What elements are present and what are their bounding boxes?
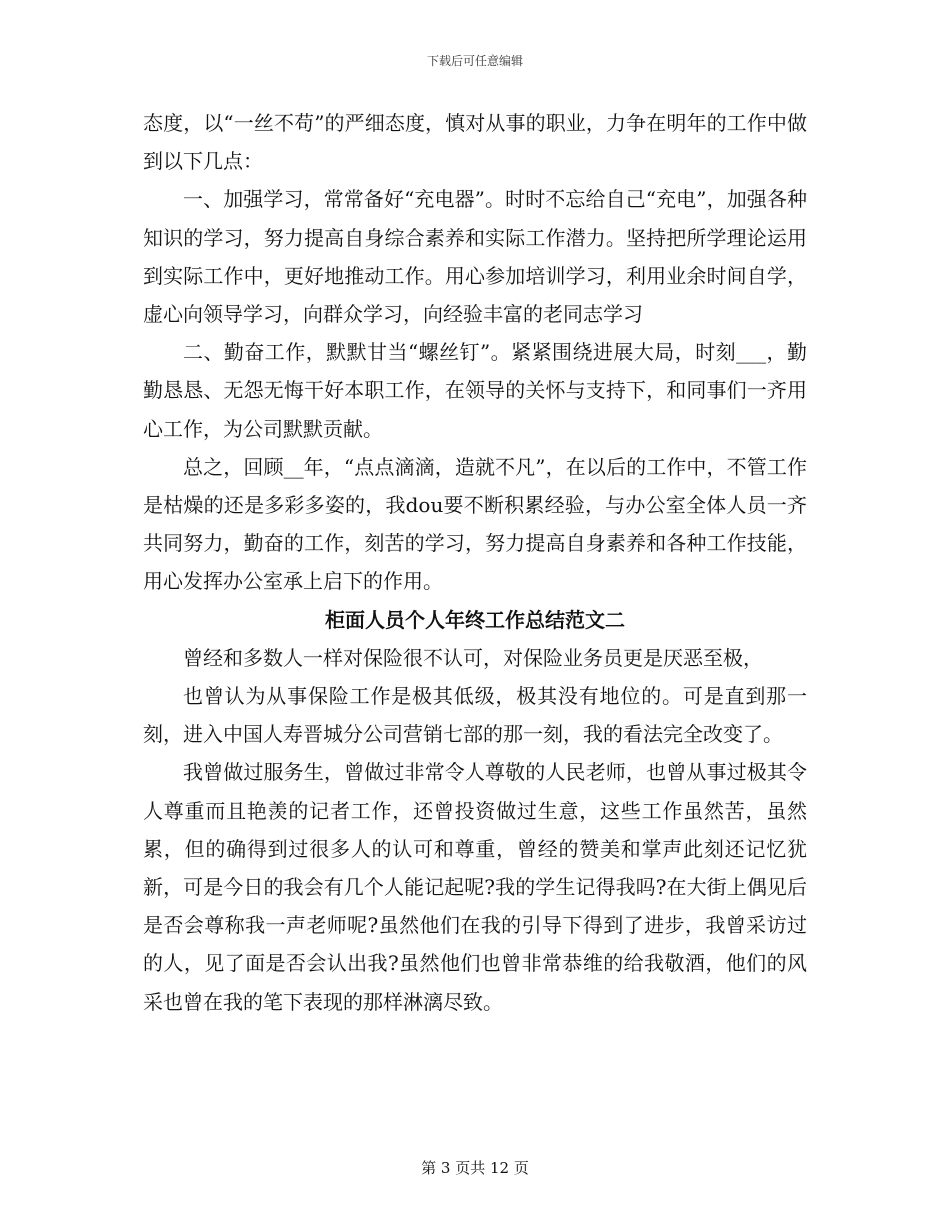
paragraph-past-jobs: 我曾做过服务生，曾做过非常令人尊敬的人民老师，也曾从事过极其令人尊重而且艳羡的记者工作，还曾投资做过生意，这些工作虽然苦，虽然累，但的确得到过很多人的认可和尊重，曾经的赞美和掌声此刻还记忆犹新，可是今日的我会有几个人能记起呢?我的学生记得我吗?在大街上偶见后是否会尊称我一声老师呢?虽然他们在我的引导下得到了进步，我曾采访过的人，见了面是否会认出我?虽然他们也曾非常恭维的给我敬酒，他们的风采也曾在我的笔下表现的那样淋漓尽致。 (143, 760, 807, 1014)
page-header: 下载后可任意编辑 (426, 54, 523, 68)
paragraph-attitude-continuation: 态度，以“一丝不苟”的严细态度，慎对从事的职业，力争在明年的工作中做到以下几点： (143, 111, 807, 174)
document-body (143, 104, 807, 1021)
paragraph-point-two-work: 二、勤奋工作，默默甘当“螺丝钉”。紧紧围绕进展大局，时刻___，勤勤恳恳、无怨无悔干好本职工作，在领导的关怀与支持下，和同事们一齐用心工作，为公司默默贡献。 (143, 340, 807, 441)
page-number-footer: 第 3 页共 12 页 (421, 1159, 529, 1177)
paragraph-view-changed: 也曾认为从事保险工作是极其低级，极其没有地位的。可是直到那一刻，进入中国人寿晋城分公司营销七部的那一刻，我的看法完全改变了。 (143, 684, 807, 747)
section-heading: 柜面人员个人年终工作总结范文二 (325, 607, 625, 632)
paragraph-insurance-opinion: 曾经和多数人一样对保险很不认可，对保险业务员更是厌恶至极， (183, 645, 763, 670)
paragraph-summary: 总之，回顾__年，“点点滴滴，造就不凡”，在以后的工作中，不管工作是枯燥的还是多彩多姿的，我dou要不断积累经验，与办公室全体人员一齐共同努力，勤奋的工作，刻苦的学习，努力提高自身素养和各种工作技能，用心发挥办公室承上启下的作用。 (143, 454, 807, 594)
paragraph-point-one-study: 一、加强学习，常常备好“充电器”。时时不忘给自己“充电”，加强各种知识的学习，努力提高自身综合素养和实际工作潜力。坚持把所学理论运用到实际工作中，更好地推动工作。用心参加培训学习，利用业余时间自学，虚心向领导学习，向群众学习，向经验丰富的老同志学习 (143, 187, 807, 327)
